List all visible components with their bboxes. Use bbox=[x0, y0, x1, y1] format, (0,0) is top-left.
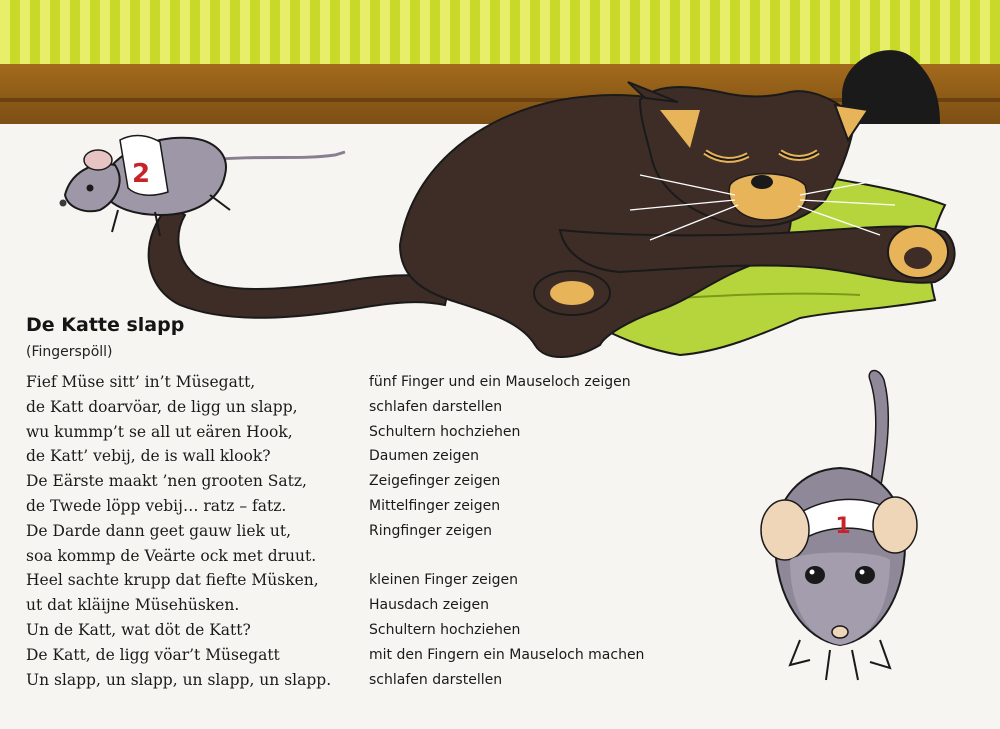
poem-line: De Katt, de ligg vöar’t Müsegatt bbox=[26, 645, 280, 664]
poem-lines bbox=[26, 370, 331, 692]
poem-line: de Twede löpp vebij… ratz – fatz. bbox=[26, 496, 287, 515]
poem-line: soa kommp de Veärte ock met druut. bbox=[26, 546, 317, 565]
poem-line: De Eärste maakt ’nen grooten Satz, bbox=[26, 472, 307, 491]
poem-line: wu kummp’t se all ut eären Hook, bbox=[26, 422, 293, 441]
gesture-line: schlafen darstellen bbox=[369, 671, 503, 688]
gesture-line: Hausdach zeigen bbox=[369, 597, 489, 614]
gesture-line: Ringfinger zeigen bbox=[369, 522, 492, 539]
gesture-line: Mittelfinger zeigen bbox=[369, 497, 501, 514]
mouse-right bbox=[761, 371, 917, 680]
poem-subtitle: (Fingerspöll) bbox=[26, 344, 113, 360]
gesture-line: Schultern hochziehen bbox=[369, 621, 521, 638]
gesture-line: kleinen Finger zeigen bbox=[369, 572, 519, 589]
gesture-line-spacer bbox=[369, 544, 644, 569]
poem-line: de Katt doarvöar, de ligg un slapp, bbox=[26, 397, 298, 416]
poem-line: Un de Katt, wat döt de Katt? bbox=[26, 620, 251, 639]
poem-line: de Katt’ vebij, de is wall klook? bbox=[26, 447, 271, 466]
mouse-left bbox=[60, 136, 346, 236]
poem-line: Un slapp, un slapp, un slapp, un slapp. bbox=[26, 670, 332, 689]
gesture-line: Schultern hochziehen bbox=[369, 423, 521, 440]
poem-line: Fief Müse sitt’ in’t Müsegatt, bbox=[26, 373, 256, 391]
gesture-line: Daumen zeigen bbox=[369, 448, 480, 465]
gesture-line: schlafen darstellen bbox=[369, 398, 503, 415]
mouse-right-number: 1 bbox=[835, 514, 851, 539]
gesture-line: Zeigefinger zeigen bbox=[369, 473, 501, 490]
poem-line: De Darde dann geet gauw liek ut, bbox=[26, 521, 291, 540]
poem-line: ut dat kläijne Müsehüsken. bbox=[26, 596, 240, 615]
gesture-instructions bbox=[369, 370, 644, 692]
poem-title: De Katte slapp bbox=[26, 314, 185, 336]
poem-line: Heel sachte krupp dat fiefte Müsken, bbox=[26, 571, 319, 590]
gesture-line: fünf Finger und ein Mauseloch zeigen bbox=[369, 374, 631, 390]
mouse-left-number: 2 bbox=[131, 159, 151, 189]
gesture-line: mit den Fingern ein Mauseloch machen bbox=[369, 646, 645, 663]
